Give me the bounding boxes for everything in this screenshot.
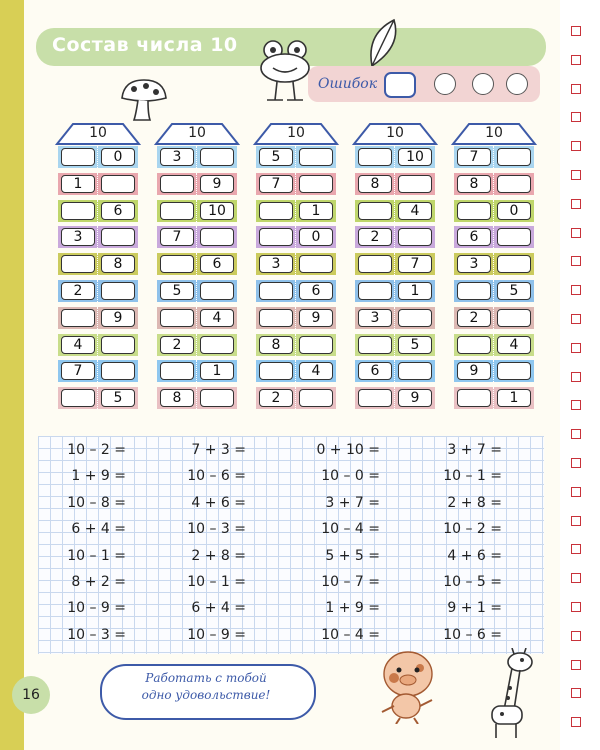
- house-cell-left: 5: [259, 148, 293, 166]
- house-cell-right: 1: [200, 362, 234, 380]
- exercise-item[interactable]: 10 – 4 =: [321, 626, 380, 643]
- progress-checkbox[interactable]: [571, 573, 581, 583]
- house-cell-right: 8: [101, 255, 135, 273]
- row-divider: [394, 360, 395, 382]
- row-divider: [97, 280, 98, 302]
- house-row: [355, 253, 435, 275]
- house-cell-right[interactable]: [497, 309, 531, 327]
- house-row: [355, 146, 435, 168]
- house-row: [454, 253, 534, 275]
- speech-cloud-text: [100, 670, 312, 704]
- row-divider: [97, 334, 98, 356]
- row-divider: [493, 387, 494, 409]
- house-roof-number: 10: [386, 125, 404, 141]
- house-cell-left[interactable]: [457, 336, 491, 354]
- house-cell-right: 5: [101, 389, 135, 407]
- house-cell-left: 8: [259, 336, 293, 354]
- house-cell-left[interactable]: [358, 389, 392, 407]
- house-cell-left[interactable]: [160, 309, 194, 327]
- exercise-item[interactable]: 6 + 4 =: [71, 521, 126, 538]
- row-divider: [196, 146, 197, 168]
- house-cell-right: 0: [299, 228, 333, 246]
- house-cell-right: 5: [398, 336, 432, 354]
- house-roof-number: 10: [89, 125, 107, 141]
- house-row: [157, 307, 237, 329]
- house-row: [454, 146, 534, 168]
- exercise-item[interactable]: 0 + 10 =: [316, 442, 380, 458]
- house-cell-right: 5: [497, 282, 531, 300]
- house-cell-left[interactable]: [358, 202, 392, 220]
- house-cell-right: 1: [299, 202, 333, 220]
- house-cell-left: 2: [160, 336, 194, 354]
- house-cell-left[interactable]: [259, 202, 293, 220]
- progress-checkbox[interactable]: [571, 141, 581, 151]
- progress-checkbox[interactable]: [571, 717, 581, 727]
- progress-checkbox[interactable]: [571, 400, 581, 410]
- exercise-item[interactable]: 3 + 7 =: [325, 494, 380, 511]
- house-cell-left[interactable]: [160, 362, 194, 380]
- house-row: [355, 334, 435, 356]
- house-cell-right[interactable]: [200, 282, 234, 300]
- row-divider: [493, 253, 494, 275]
- exercise-item[interactable]: 8 + 2 =: [71, 574, 126, 590]
- row-divider: [196, 253, 197, 275]
- progress-checkbox[interactable]: [571, 228, 581, 238]
- house-row: [256, 173, 336, 195]
- house-cell-left: 8: [457, 175, 491, 193]
- progress-checkbox[interactable]: [571, 602, 581, 612]
- progress-checkbox[interactable]: [571, 372, 581, 382]
- house-cell-right[interactable]: [200, 389, 234, 407]
- exercise-item[interactable]: 6 + 4 =: [191, 600, 246, 617]
- exercise-item[interactable]: 2 + 8 =: [191, 547, 246, 564]
- exercise-item[interactable]: 10 – 1 =: [443, 468, 502, 485]
- house-cell-left[interactable]: [259, 228, 293, 246]
- house-row: [355, 307, 435, 329]
- house-cell-left: 7: [457, 148, 491, 166]
- exercise-item[interactable]: 10 – 9 =: [187, 626, 246, 643]
- progress-checkbox[interactable]: [571, 55, 581, 65]
- row-divider: [295, 226, 296, 248]
- house-row: [454, 173, 534, 195]
- progress-checkbox[interactable]: [571, 660, 581, 670]
- house-cell-right[interactable]: [101, 362, 135, 380]
- house-roof-number: 10: [287, 125, 305, 141]
- house-row: [355, 387, 435, 409]
- giraffe-icon: [474, 648, 544, 740]
- house-cell-left: 1: [61, 175, 95, 193]
- house-cell-right[interactable]: [200, 148, 234, 166]
- exercise-item[interactable]: 10 – 2 =: [67, 442, 126, 458]
- house-cell-left: 2: [358, 228, 392, 246]
- house-row: [58, 334, 138, 356]
- mushroom-icon: [118, 76, 170, 124]
- house-row: [157, 146, 237, 168]
- row-divider: [295, 307, 296, 329]
- house-cell-left: 3: [61, 228, 95, 246]
- house-row: [157, 173, 237, 195]
- page-title: Состав числа 10: [52, 34, 238, 56]
- leaf-icon: [364, 14, 404, 70]
- row-divider: [295, 173, 296, 195]
- exercise-item[interactable]: 4 + 6 =: [447, 547, 502, 564]
- house-row: [355, 280, 435, 302]
- house-row: [454, 307, 534, 329]
- row-divider: [196, 280, 197, 302]
- row-divider: [394, 334, 395, 356]
- speech-line-2: одно удовольствие!: [141, 688, 271, 702]
- house-cell-left[interactable]: [259, 282, 293, 300]
- exercise-item[interactable]: 1 + 9 =: [71, 468, 126, 485]
- house-row: [157, 360, 237, 382]
- house-cell-right[interactable]: [200, 228, 234, 246]
- exercise-item[interactable]: 10 – 1 =: [67, 547, 126, 564]
- exercise-item[interactable]: 10 – 3 =: [67, 626, 126, 643]
- house-row: [157, 387, 237, 409]
- row-divider: [295, 360, 296, 382]
- row-divider: [196, 200, 197, 222]
- house-cell-left: 7: [61, 362, 95, 380]
- progress-checkbox[interactable]: [571, 256, 581, 266]
- house-cell-right: 4: [200, 309, 234, 327]
- speech-line-1: Работать с тобой: [145, 671, 267, 685]
- row-divider: [493, 146, 494, 168]
- house-row: [58, 173, 138, 195]
- exercise-item[interactable]: 10 – 1 =: [187, 574, 246, 590]
- house-row: [256, 146, 336, 168]
- house-cell-left: 8: [160, 389, 194, 407]
- house-row: [58, 360, 138, 382]
- exercise-item[interactable]: 9 + 1 =: [447, 600, 502, 617]
- house-cell-right[interactable]: [398, 309, 432, 327]
- progress-checkbox[interactable]: [571, 314, 581, 324]
- house-cell-left[interactable]: [457, 282, 491, 300]
- progress-checkbox[interactable]: [571, 26, 581, 36]
- house-cell-right[interactable]: [299, 255, 333, 273]
- house-cell-left[interactable]: [259, 309, 293, 327]
- house-cell-left: 6: [457, 228, 491, 246]
- house-cell-right[interactable]: [299, 389, 333, 407]
- exercise-item[interactable]: 10 – 5 =: [443, 574, 502, 590]
- exercise-item[interactable]: 10 – 6 =: [187, 468, 246, 485]
- row-divider: [394, 307, 395, 329]
- row-divider: [394, 387, 395, 409]
- house-cell-left[interactable]: [358, 255, 392, 273]
- row-divider: [196, 387, 197, 409]
- house-cell-right[interactable]: [299, 336, 333, 354]
- exercise-item[interactable]: 10 – 8 =: [67, 494, 126, 511]
- house-cell-right[interactable]: [497, 148, 531, 166]
- house-row: [58, 226, 138, 248]
- flower-face-icon[interactable]: [434, 73, 456, 95]
- house-row: [58, 253, 138, 275]
- house-cell-right: 6: [101, 202, 135, 220]
- house-cell-left: 4: [61, 336, 95, 354]
- house-row: [454, 387, 534, 409]
- house-row: [454, 360, 534, 382]
- house-row: [256, 200, 336, 222]
- house-cell-left[interactable]: [61, 255, 95, 273]
- exercise-item[interactable]: 10 – 3 =: [187, 521, 246, 538]
- house-row: [58, 146, 138, 168]
- row-divider: [97, 146, 98, 168]
- house-row: [454, 200, 534, 222]
- row-divider: [493, 360, 494, 382]
- row-divider: [196, 226, 197, 248]
- house-row: [157, 200, 237, 222]
- house-cell-left[interactable]: [61, 148, 95, 166]
- house-cell-left: 3: [457, 255, 491, 273]
- house-cell-right[interactable]: [299, 175, 333, 193]
- house-cell-right[interactable]: [101, 175, 135, 193]
- house-cell-right[interactable]: [398, 175, 432, 193]
- house-cell-left: 2: [259, 389, 293, 407]
- sun-face-icon[interactable]: [506, 73, 528, 95]
- house-cell-left[interactable]: [358, 336, 392, 354]
- exercise-item[interactable]: 10 – 2 =: [443, 521, 502, 538]
- house-row: [256, 360, 336, 382]
- row-divider: [295, 280, 296, 302]
- row-divider: [295, 334, 296, 356]
- house-cell-left: 2: [61, 282, 95, 300]
- house-cell-right[interactable]: [497, 175, 531, 193]
- row-divider: [394, 200, 395, 222]
- row-divider: [394, 173, 395, 195]
- house-cell-right[interactable]: [398, 362, 432, 380]
- house-cell-left[interactable]: [61, 309, 95, 327]
- progress-checkbox[interactable]: [571, 544, 581, 554]
- progress-checkbox[interactable]: [571, 429, 581, 439]
- exercise-item[interactable]: 10 – 0 =: [321, 468, 380, 485]
- house-cell-left[interactable]: [61, 389, 95, 407]
- house-row: [454, 226, 534, 248]
- house-row: [355, 173, 435, 195]
- house-cell-left: 5: [160, 282, 194, 300]
- house-cell-right: 9: [200, 175, 234, 193]
- exercise-item[interactable]: 4 + 6 =: [191, 494, 246, 511]
- row-divider: [295, 253, 296, 275]
- house-cell-left: 3: [358, 309, 392, 327]
- house-cell-right: 10: [398, 148, 432, 166]
- house-row: [58, 387, 138, 409]
- house-cell-left[interactable]: [259, 362, 293, 380]
- house-roof-number: 10: [485, 125, 503, 141]
- house-cell-right: 10: [200, 202, 234, 220]
- row-divider: [97, 387, 98, 409]
- row-divider: [97, 360, 98, 382]
- neutral-face-icon[interactable]: [472, 73, 494, 95]
- house-cell-right: 4: [398, 202, 432, 220]
- house-cell-left: 7: [160, 228, 194, 246]
- progress-checkbox[interactable]: [571, 285, 581, 295]
- house-row: [58, 280, 138, 302]
- house-cell-left[interactable]: [160, 175, 194, 193]
- house-row: [256, 253, 336, 275]
- house-cell-right[interactable]: [299, 148, 333, 166]
- house-cell-right[interactable]: [200, 336, 234, 354]
- house-row: [256, 280, 336, 302]
- row-divider: [493, 334, 494, 356]
- row-divider: [493, 200, 494, 222]
- house-row: [157, 280, 237, 302]
- exercise-item[interactable]: 3 + 7 =: [447, 442, 502, 458]
- house-cell-right[interactable]: [101, 336, 135, 354]
- row-divider: [97, 173, 98, 195]
- house-cell-left: 6: [358, 362, 392, 380]
- house-row: [58, 200, 138, 222]
- exercise-item[interactable]: 7 + 3 =: [191, 442, 246, 458]
- progress-checkbox[interactable]: [571, 343, 581, 353]
- house-cell-right[interactable]: [101, 282, 135, 300]
- house-cell-right: 9: [398, 389, 432, 407]
- progress-checkbox[interactable]: [571, 199, 581, 209]
- house-cell-right[interactable]: [101, 228, 135, 246]
- exercise-item[interactable]: 10 – 9 =: [67, 600, 126, 617]
- progress-checkbox[interactable]: [571, 688, 581, 698]
- row-divider: [295, 146, 296, 168]
- house-cell-left: 3: [259, 255, 293, 273]
- house-cell-left[interactable]: [457, 389, 491, 407]
- house-cell-left[interactable]: [61, 202, 95, 220]
- house-cell-left[interactable]: [358, 148, 392, 166]
- row-divider: [394, 226, 395, 248]
- row-divider: [196, 307, 197, 329]
- progress-checkbox[interactable]: [571, 112, 581, 122]
- house-cell-left: 7: [259, 175, 293, 193]
- exercise-item[interactable]: 10 – 4 =: [321, 521, 380, 538]
- house-cell-left[interactable]: [160, 202, 194, 220]
- progress-checkbox[interactable]: [571, 516, 581, 526]
- exercise-item[interactable]: 10 – 6 =: [443, 626, 502, 643]
- house-cell-right: 6: [200, 255, 234, 273]
- house-row: [157, 226, 237, 248]
- house-cell-right: 0: [497, 202, 531, 220]
- house-cell-right: 0: [101, 148, 135, 166]
- progress-checkbox[interactable]: [571, 170, 581, 180]
- exercise-item[interactable]: 2 + 8 =: [447, 494, 502, 511]
- row-divider: [394, 146, 395, 168]
- exercise-item[interactable]: 10 – 7 =: [321, 574, 380, 590]
- progress-checkbox[interactable]: [571, 84, 581, 94]
- house-row: [355, 200, 435, 222]
- house-row: [58, 307, 138, 329]
- house-cell-right[interactable]: [497, 255, 531, 273]
- house-row: [157, 253, 237, 275]
- house-cell-left: 9: [457, 362, 491, 380]
- row-divider: [295, 387, 296, 409]
- row-divider: [394, 280, 395, 302]
- house-cell-left[interactable]: [358, 282, 392, 300]
- pig-icon: [368, 640, 448, 724]
- house-row: [157, 334, 237, 356]
- house-cell-right[interactable]: [497, 362, 531, 380]
- house-roof-number: 10: [188, 125, 206, 141]
- row-divider: [97, 253, 98, 275]
- progress-checkbox[interactable]: [571, 458, 581, 468]
- house-cell-left: 3: [160, 148, 194, 166]
- house-cell-right: 4: [299, 362, 333, 380]
- row-divider: [196, 360, 197, 382]
- row-divider: [295, 200, 296, 222]
- row-divider: [97, 307, 98, 329]
- house-row: [256, 307, 336, 329]
- house-cell-left[interactable]: [160, 255, 194, 273]
- house-row: [256, 334, 336, 356]
- house-cell-right: 1: [497, 389, 531, 407]
- house-row: [256, 387, 336, 409]
- house-row: [454, 280, 534, 302]
- house-cell-right[interactable]: [398, 228, 432, 246]
- errors-count-box[interactable]: [384, 72, 416, 98]
- house-row: [355, 360, 435, 382]
- row-divider: [493, 307, 494, 329]
- house-cell-right: 6: [299, 282, 333, 300]
- row-divider: [97, 226, 98, 248]
- house-cell-right: 1: [398, 282, 432, 300]
- house-cell-right: 9: [101, 309, 135, 327]
- row-divider: [196, 334, 197, 356]
- row-divider: [394, 253, 395, 275]
- house-cell-right: 9: [299, 309, 333, 327]
- house-row: [256, 226, 336, 248]
- progress-checkbox[interactable]: [571, 631, 581, 641]
- house-cell-left: 8: [358, 175, 392, 193]
- row-divider: [97, 200, 98, 222]
- row-divider: [196, 173, 197, 195]
- house-cell-left[interactable]: [457, 202, 491, 220]
- row-divider: [493, 280, 494, 302]
- house-cell-right: 7: [398, 255, 432, 273]
- exercise-item[interactable]: 1 + 9 =: [325, 600, 380, 617]
- house-cell-right: 4: [497, 336, 531, 354]
- house-cell-left: 2: [457, 309, 491, 327]
- frog-icon: [255, 38, 315, 106]
- row-divider: [493, 173, 494, 195]
- row-divider: [493, 226, 494, 248]
- page-number: 16: [12, 676, 50, 714]
- progress-checkbox[interactable]: [571, 487, 581, 497]
- house-row: [454, 334, 534, 356]
- house-row: [355, 226, 435, 248]
- exercise-item[interactable]: 5 + 5 =: [325, 547, 380, 564]
- errors-label: Ошибок: [318, 76, 378, 92]
- house-cell-right[interactable]: [497, 228, 531, 246]
